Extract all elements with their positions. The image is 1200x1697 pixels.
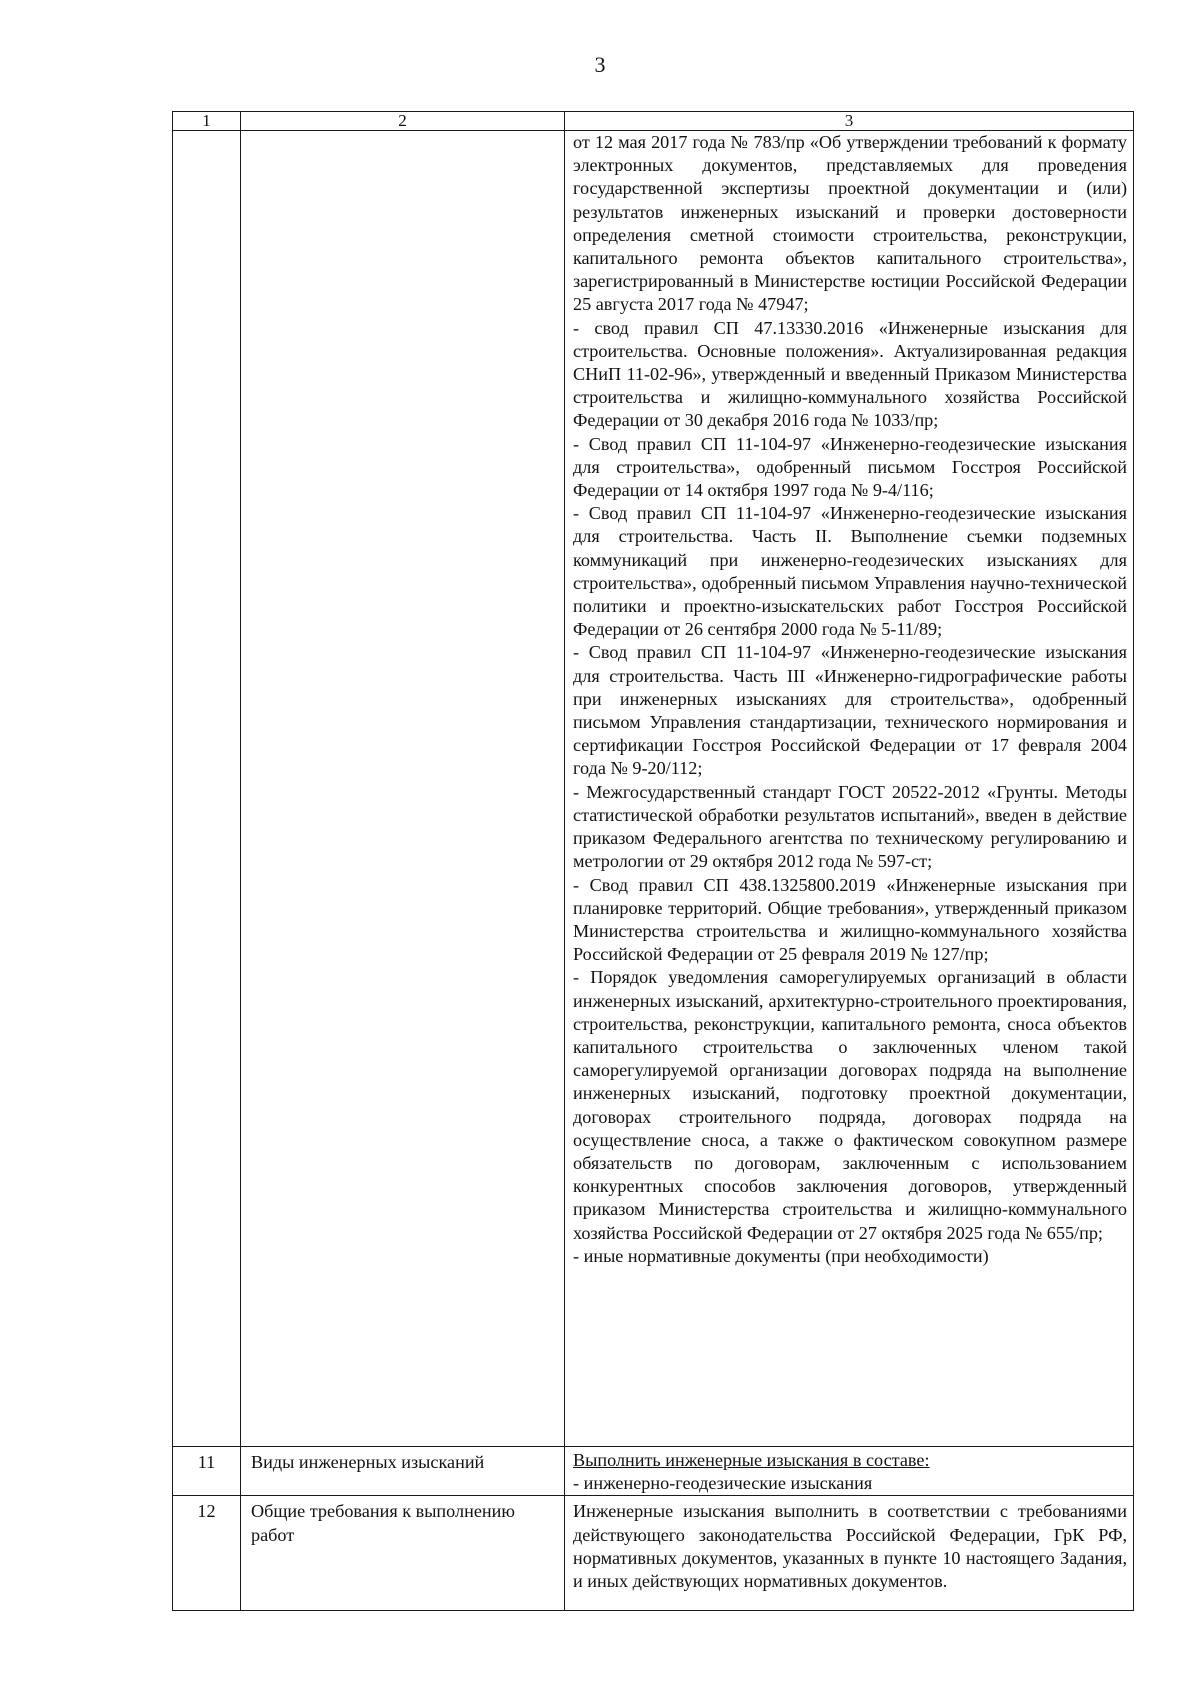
requirements-table <box>172 111 1134 1611</box>
regulation-paragraph: - Свод правил СП 438.1325800.2019 «Инженерные изыскания при планировке территорий. Общие требования», утвержденный приказом Министерства строительства и жилищно-коммунального хозяйства Российской Федерации от 25 февраля 2019 № 127/пр; <box>573 874 1127 965</box>
regulation-paragraph: - свод правил СП 47.13330.2016 «Инженерные изыскания для строительства. Основные положения». Актуализированная редакция СНиП 11-02-96», утвержденный и введенный Приказом Министерства строительства и жилищно-коммунального хозяйства Российской Федерации от 30 декабря 2016 года № 1033/пр; <box>573 317 1127 431</box>
table-row <box>173 1496 1134 1611</box>
column-header-1: 1 <box>173 112 241 131</box>
regulation-paragraph: - Межгосударственный стандарт ГОСТ 20522-2012 «Грунты. Методы статистической обработки результатов испытаний», введен в действие приказом Федерального агентства по техническому регулированию и метрологии от 29 октября 2012 года № 597-ст; <box>573 781 1127 872</box>
survey-type-item: - инженерно-геодезические изыскания <box>573 1473 873 1494</box>
row-content <box>565 1447 1134 1496</box>
row-content <box>565 1496 1134 1611</box>
regulation-paragraph: от 12 мая 2017 года № 783/пр «Об утверждении требований к формату электронных документов, представляемых для проведения государственной экспертизы проектной документации и (или) результатов инженерных изысканий и проверки достоверности определения сметной стоимости строительства, реконструкции, капитального ремонта объектов капитального строительства», зарегистрированный в Министерстве юстиции Российской Федерации 25 августа 2017 года № 47947; <box>573 132 1127 315</box>
row-title: Виды инженерных изысканий <box>241 1447 565 1496</box>
page-number: 3 <box>594 52 606 77</box>
table-header-row <box>173 112 1134 131</box>
regulation-paragraph: - Свод правил СП 11-104-97 «Инженерно-геодезические изыскания для строительства. Часть III «Инженерно-гидрографические работы при инженерных изысканиях для строительства», одобренный письмом Управления стандартизации, технического нормирования и сертификации Госстроя Российской Федерации от 17 февраля 2004 года № 9-20/112; <box>573 642 1127 779</box>
table-row <box>173 1447 1134 1496</box>
survey-types-heading: Выполнить инженерные изыскания в составе: <box>573 1450 930 1470</box>
row-number: 12 <box>173 1496 241 1611</box>
regulation-paragraph: - иные нормативные документы (при необходимости) <box>573 1245 989 1266</box>
table-row <box>173 131 1134 1447</box>
column-header-2: 2 <box>241 112 565 131</box>
regulation-paragraph: - Свод правил СП 11-104-97 «Инженерно-геодезические изыскания для строительства», одобренный письмом Госстроя Российской Федерации от 14 октября 1997 года № 9-4/116; <box>573 433 1127 501</box>
row-title <box>241 131 565 1447</box>
column-header-3: 3 <box>565 112 1134 131</box>
general-requirements-text: Инженерные изыскания выполнить в соответствии с требованиями действующего законодательства Российской Федерации, ГрК РФ, нормативных документов, указанных в пункте 10 настоящего Задания, и иных действующих нормативных документов. <box>573 1501 1127 1592</box>
row-number: 11 <box>173 1447 241 1496</box>
regulation-paragraph: - Порядок уведомления саморегулируемых организаций в области инженерных изысканий, архитектурно-строительного проектирования, строительства, реконструкции, капитального ремонта, сноса объектов капитального строительства о заключенных членом такой саморегулируемой организации договорах подряда на выполнение инженерных изысканий, подготовку проектной документации, договорах строительного подряда, договорах подряда на осуществление сноса, а также о фактическом совокупном размере обязательств по договорам, заключенным с использованием конкурентных способов заключения договоров, утвержденный приказом Министерства строительства и жилищно-коммунального хозяйства Российской Федерации от 27 октября 2025 года № 655/пр; <box>573 967 1127 1243</box>
row-number <box>173 131 241 1447</box>
row-content <box>565 131 1134 1447</box>
regulation-paragraph: - Свод правил СП 11-104-97 «Инженерно-геодезические изыскания для строительства. Часть II. Выполнение съемки подземных коммуникаций при инженерно-геодезических изысканиях для строительства», одобренный письмом Управления научно-технической политики и проектно-изыскательских работ Госстроя Российской Федерации от 26 сентября 2000 года № 5-11/89; <box>573 503 1127 640</box>
row-title: Общие требования к выполнению работ <box>241 1496 565 1611</box>
